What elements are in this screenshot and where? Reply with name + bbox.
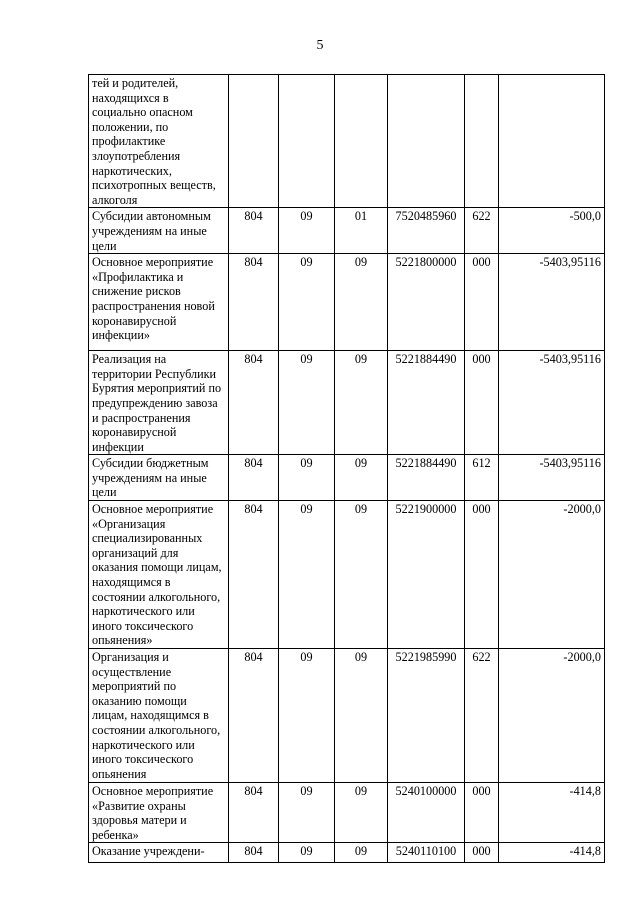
cell-name: Организация и осуществление мероприятий по оказанию помощи лицам, находящимся в состоянии алкогольного, наркотического или иного токсического опьянения xyxy=(89,649,229,783)
cell-gr: 804 xyxy=(229,351,279,455)
cell-csr xyxy=(388,75,465,208)
cell-gr: 804 xyxy=(229,254,279,351)
table-row xyxy=(89,783,605,843)
cell-pr: 09 xyxy=(335,455,388,501)
cell-vr: 000 xyxy=(465,501,499,649)
cell-rz: 09 xyxy=(279,783,335,843)
cell-name: Основное мероприятие «Развитие охраны здоровья матери и ребенка» xyxy=(89,783,229,843)
cell-gr: 804 xyxy=(229,455,279,501)
cell-rz: 09 xyxy=(279,208,335,254)
cell-rz: 09 xyxy=(279,254,335,351)
table-row xyxy=(89,208,605,254)
cell-rz: 09 xyxy=(279,455,335,501)
cell-sum: -5403,95116 xyxy=(499,455,605,501)
cell-name: Основное мероприятие «Профилактика и снижение рисков распространения новой коронавирусной инфекции» xyxy=(89,254,229,351)
table-row xyxy=(89,455,605,501)
cell-rz: 09 xyxy=(279,843,335,863)
cell-sum: -500,0 xyxy=(499,208,605,254)
cell-name: Реализация на территории Республики Бурятия мероприятий по предупреждению завоза и распространения коронавирусной инфекции xyxy=(89,351,229,455)
cell-sum: -5403,95116 xyxy=(499,254,605,351)
cell-rz: 09 xyxy=(279,501,335,649)
table-row xyxy=(89,351,605,455)
cell-csr: 5221800000 xyxy=(388,254,465,351)
cell-name: Оказание учреждени- xyxy=(89,843,229,863)
cell-csr: 5221884490 xyxy=(388,455,465,501)
cell-sum: -2000,0 xyxy=(499,649,605,783)
page-number: 5 xyxy=(316,38,324,53)
cell-vr: 622 xyxy=(465,208,499,254)
table-row xyxy=(89,843,605,863)
cell-csr: 5221985990 xyxy=(388,649,465,783)
cell-name: Субсидии бюджетным учреждениям на иные цели xyxy=(89,455,229,501)
cell-sum: -2000,0 xyxy=(499,501,605,649)
cell-vr xyxy=(465,75,499,208)
cell-pr: 09 xyxy=(335,843,388,863)
table-row xyxy=(89,649,605,783)
cell-gr: 804 xyxy=(229,208,279,254)
cell-name: Основное мероприятие «Организация специализированных организаций для оказания помощи лицам, находящимся в состоянии алкогольного, наркотического или иного токсического опьянения» xyxy=(89,501,229,649)
cell-name: тей и родителей, находящихся в социально опасном положении, по профилактике злоупотребления наркотических, психотропных веществ, алкоголя xyxy=(89,75,229,208)
cell-pr: 01 xyxy=(335,208,388,254)
cell-gr: 804 xyxy=(229,649,279,783)
cell-rz: 09 xyxy=(279,351,335,455)
cell-vr: 000 xyxy=(465,783,499,843)
cell-csr: 5221900000 xyxy=(388,501,465,649)
cell-vr: 622 xyxy=(465,649,499,783)
cell-vr: 000 xyxy=(465,254,499,351)
cell-pr: 09 xyxy=(335,254,388,351)
table-row xyxy=(89,501,605,649)
cell-vr: 000 xyxy=(465,843,499,863)
cell-gr: 804 xyxy=(229,501,279,649)
cell-rz xyxy=(279,75,335,208)
cell-gr: 804 xyxy=(229,783,279,843)
cell-vr: 000 xyxy=(465,351,499,455)
cell-pr: 09 xyxy=(335,783,388,843)
cell-vr: 612 xyxy=(465,455,499,501)
table-row xyxy=(89,254,605,351)
cell-sum: -5403,95116 xyxy=(499,351,605,455)
cell-sum: -414,8 xyxy=(499,783,605,843)
cell-csr: 7520485960 xyxy=(388,208,465,254)
cell-sum: -414,8 xyxy=(499,843,605,863)
cell-gr xyxy=(229,75,279,208)
cell-name: Субсидии автономным учреждениям на иные цели xyxy=(89,208,229,254)
cell-pr: 09 xyxy=(335,501,388,649)
budget-table-body xyxy=(89,75,605,863)
cell-csr: 5240100000 xyxy=(388,783,465,843)
cell-rz: 09 xyxy=(279,649,335,783)
cell-csr: 5240110100 xyxy=(388,843,465,863)
cell-sum xyxy=(499,75,605,208)
budget-table xyxy=(88,74,605,863)
cell-gr: 804 xyxy=(229,843,279,863)
cell-pr: 09 xyxy=(335,649,388,783)
table-row xyxy=(89,75,605,208)
cell-csr: 5221884490 xyxy=(388,351,465,455)
cell-pr: 09 xyxy=(335,351,388,455)
cell-pr xyxy=(335,75,388,208)
